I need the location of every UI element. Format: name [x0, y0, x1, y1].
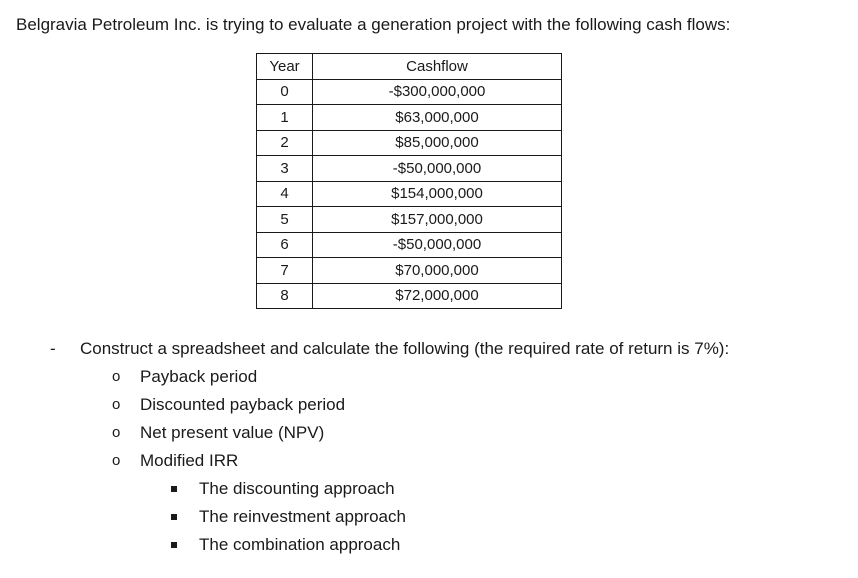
- year-cell: 3: [257, 156, 313, 182]
- table-row: [257, 79, 562, 105]
- cashflow-cell: $85,000,000: [313, 130, 562, 156]
- cashflow-cell: $63,000,000: [313, 105, 562, 131]
- cashflow-cell: $72,000,000: [313, 283, 562, 309]
- list-item: [0, 391, 858, 419]
- list-item: [0, 419, 858, 447]
- intro-paragraph: Belgravia Petroleum Inc. is trying to evaluate a generation project with the following cash flows:: [16, 15, 731, 34]
- year-cell: 6: [257, 232, 313, 258]
- header-year: Year: [257, 54, 313, 80]
- item-npv: Net present value (NPV): [140, 423, 325, 442]
- year-cell: 7: [257, 258, 313, 284]
- table-row: [257, 156, 562, 182]
- dash-bullet: -: [50, 339, 56, 358]
- circle-bullet-icon: o: [112, 424, 121, 441]
- subitem-reinvestment-approach: The reinvestment approach: [199, 507, 406, 526]
- table-row: [257, 283, 562, 309]
- table-row: [257, 207, 562, 233]
- year-cell: 2: [257, 130, 313, 156]
- table-row: [257, 232, 562, 258]
- item-modified-irr: Modified IRR: [140, 451, 239, 470]
- cashflow-cell: $70,000,000: [313, 258, 562, 284]
- year-cell: 0: [257, 79, 313, 105]
- cashflow-cell: $154,000,000: [313, 181, 562, 207]
- table-header-row: [257, 54, 562, 80]
- year-cell: 1: [257, 105, 313, 131]
- table-row: [257, 130, 562, 156]
- circle-bullet-icon: o: [112, 396, 121, 413]
- table-row: [257, 258, 562, 284]
- header-cashflow: Cashflow: [313, 54, 562, 80]
- list-item: [0, 363, 858, 391]
- square-bullet-icon: [171, 486, 177, 492]
- list-item: [0, 503, 858, 531]
- circle-bullet-icon: o: [112, 368, 121, 385]
- cashflow-cell: -$50,000,000: [313, 232, 562, 258]
- square-bullet-icon: [171, 514, 177, 520]
- main-instruction: Construct a spreadsheet and calculate the following (the required rate of return is 7%):: [80, 339, 730, 358]
- cashflow-cell: -$300,000,000: [313, 79, 562, 105]
- list-item: [0, 531, 858, 559]
- square-bullet-icon: [171, 542, 177, 548]
- cashflow-cell: -$50,000,000: [313, 156, 562, 182]
- table-row: [257, 181, 562, 207]
- subitem-discounting-approach: The discounting approach: [199, 479, 395, 498]
- item-payback-period: Payback period: [140, 367, 258, 386]
- cashflow-table: [256, 53, 562, 309]
- year-cell: 5: [257, 207, 313, 233]
- year-cell: 8: [257, 283, 313, 309]
- list-item: [0, 335, 858, 363]
- year-cell: 4: [257, 181, 313, 207]
- cashflow-cell: $157,000,000: [313, 207, 562, 233]
- list-item: [0, 447, 858, 475]
- circle-bullet-icon: o: [112, 452, 121, 469]
- subitem-combination-approach: The combination approach: [199, 535, 401, 554]
- list-item: [0, 475, 858, 503]
- table-row: [257, 105, 562, 131]
- instructions-list: [0, 335, 858, 559]
- item-discounted-payback: Discounted payback period: [140, 395, 346, 414]
